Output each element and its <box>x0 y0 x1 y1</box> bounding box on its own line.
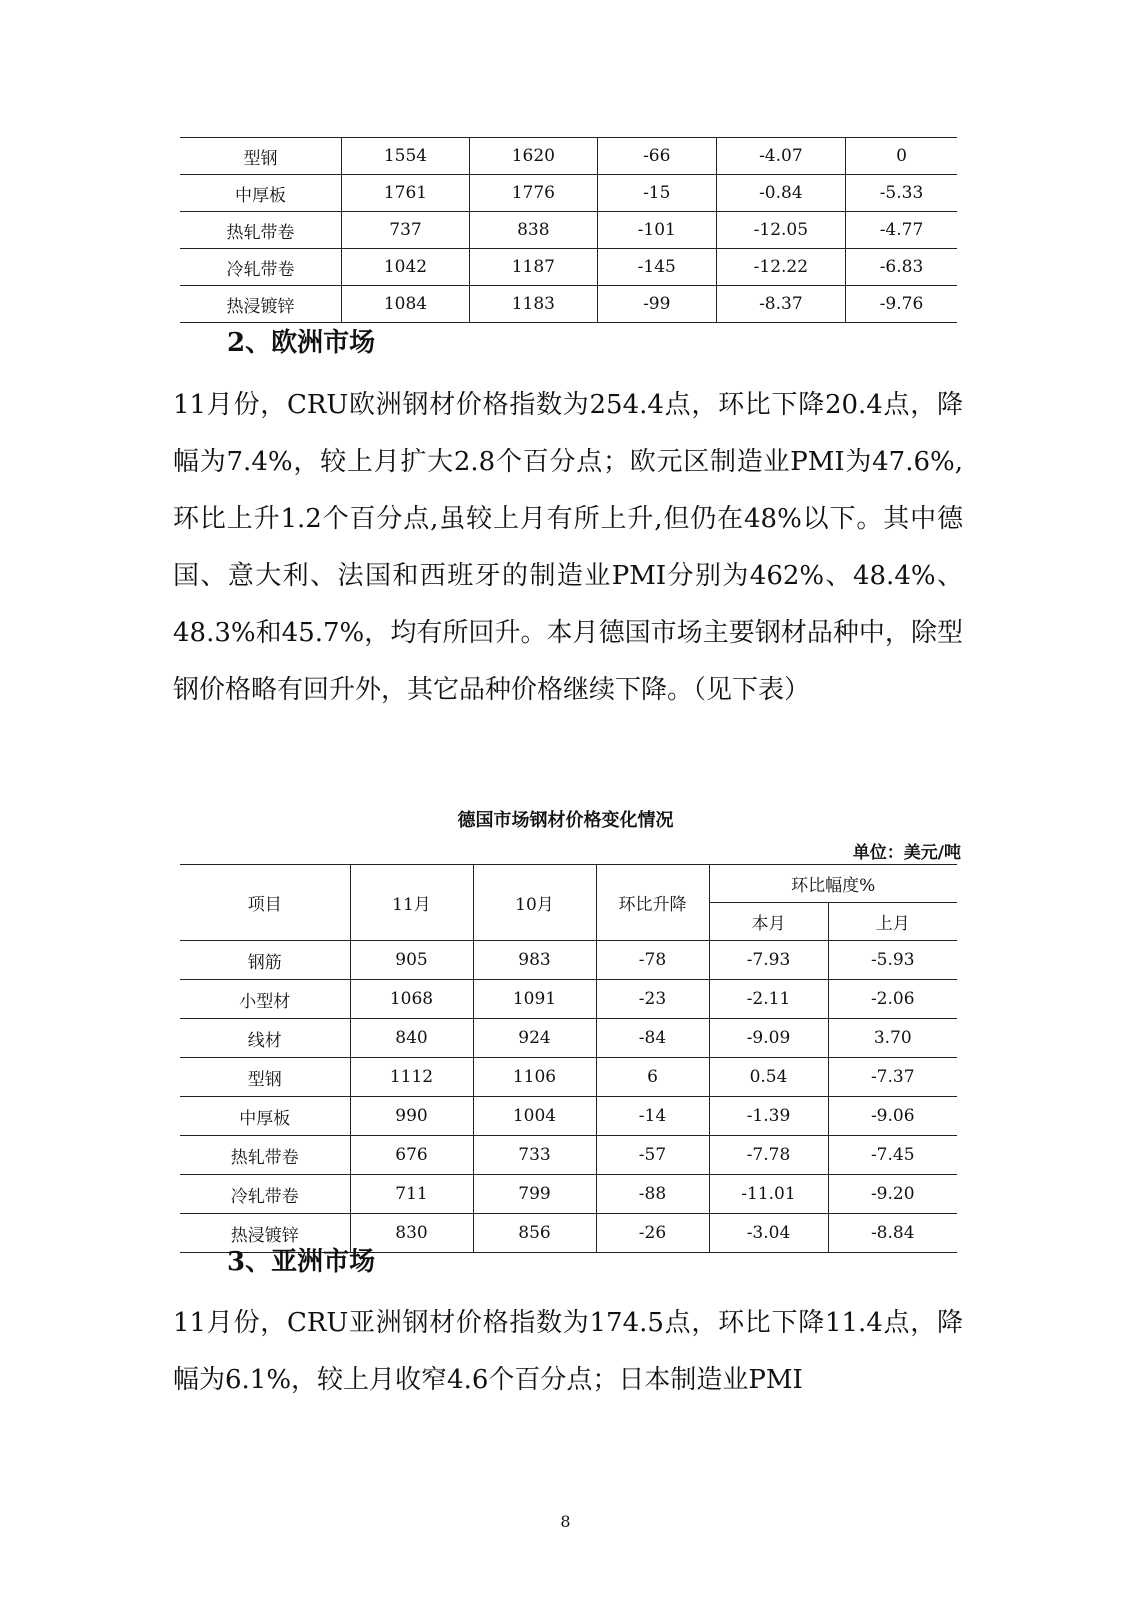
table-row <box>180 980 957 1019</box>
header-change: 环比升降 <box>596 865 709 941</box>
header-oct: 10月 <box>473 865 596 941</box>
header-pct: 环比幅度% <box>709 865 957 903</box>
table-cell: -9.06 <box>828 1097 957 1136</box>
table-cell: 856 <box>473 1214 596 1253</box>
table-cell: -14 <box>596 1097 709 1136</box>
germany-table-title: 德国市场钢材价格变化情况 <box>457 810 674 831</box>
table-cell: -7.93 <box>709 941 828 980</box>
table-cell: 0 <box>845 138 957 175</box>
table-cell: -23 <box>596 980 709 1019</box>
table-cell: -66 <box>597 138 716 175</box>
table-cell: 1091 <box>473 980 596 1019</box>
table-cell: -9.09 <box>709 1019 828 1058</box>
table-cell: -2.11 <box>709 980 828 1019</box>
header-nov: 11月 <box>350 865 473 941</box>
header-this-month: 本月 <box>709 903 828 941</box>
table-cell: 1042 <box>342 249 470 286</box>
table-row <box>180 286 957 323</box>
page-number: 8 <box>560 1512 571 1531</box>
table-cell: 1084 <box>342 286 470 323</box>
table-cell: 热浸镀锌 <box>180 286 342 323</box>
table-row <box>180 249 957 286</box>
table-cell: -8.37 <box>716 286 845 323</box>
table-row <box>180 1175 957 1214</box>
table-cell: 733 <box>473 1136 596 1175</box>
table-cell: -5.33 <box>845 175 957 212</box>
table-cell: 1620 <box>469 138 597 175</box>
table-cell: 1183 <box>469 286 597 323</box>
section-heading-asia: 3、亚洲市场 <box>227 1247 376 1277</box>
table-cell: 中厚板 <box>180 175 342 212</box>
us-price-table-continued <box>180 137 957 323</box>
header-last-month: 上月 <box>828 903 957 941</box>
table-cell: 热浸镀锌 <box>180 1214 350 1253</box>
table-cell: 676 <box>350 1136 473 1175</box>
table-cell: 924 <box>473 1019 596 1058</box>
table-cell: 小型材 <box>180 980 350 1019</box>
table-cell: 838 <box>469 212 597 249</box>
table-row <box>180 1058 957 1097</box>
germany-table-unit: 单位：美元/吨 <box>852 843 961 863</box>
table-cell: -12.22 <box>716 249 845 286</box>
table-cell: -26 <box>596 1214 709 1253</box>
table-cell: -57 <box>596 1136 709 1175</box>
table-row <box>180 138 957 175</box>
table-cell: 737 <box>342 212 470 249</box>
table-cell: -5.93 <box>828 941 957 980</box>
table-cell: 983 <box>473 941 596 980</box>
table-cell: 热轧带卷 <box>180 1136 350 1175</box>
table-cell: 905 <box>350 941 473 980</box>
table-cell: -7.37 <box>828 1058 957 1097</box>
table-row <box>180 1136 957 1175</box>
table-cell: 1187 <box>469 249 597 286</box>
table-cell: 钢筋 <box>180 941 350 980</box>
table-row <box>180 1097 957 1136</box>
table-cell: 中厚板 <box>180 1097 350 1136</box>
table-cell: -12.05 <box>716 212 845 249</box>
table-header-row <box>180 865 957 903</box>
table-cell: -7.78 <box>709 1136 828 1175</box>
table-cell: 冷轧带卷 <box>180 1175 350 1214</box>
table-cell: 1004 <box>473 1097 596 1136</box>
table-cell: 热轧带卷 <box>180 212 342 249</box>
table-row <box>180 941 957 980</box>
section-heading-europe: 2、欧洲市场 <box>227 328 376 358</box>
table-cell: -88 <box>596 1175 709 1214</box>
table-cell: 1068 <box>350 980 473 1019</box>
table-cell: 冷轧带卷 <box>180 249 342 286</box>
table-cell: 840 <box>350 1019 473 1058</box>
table-cell: 1112 <box>350 1058 473 1097</box>
table-cell: 1761 <box>342 175 470 212</box>
table-cell: -1.39 <box>709 1097 828 1136</box>
table-cell: -9.20 <box>828 1175 957 1214</box>
table-row <box>180 175 957 212</box>
table-cell: -3.04 <box>709 1214 828 1253</box>
table-cell: 1106 <box>473 1058 596 1097</box>
europe-paragraph: 11月份，CRU欧洲钢材价格指数为254.4点，环比下降20.4点，降幅为7.4%，较上月扩大2.8个百分点；欧元区制造业PMI为47.6%,环比上升1.2个百分点,虽较上月有所上升,但仍在48%以下。其中德国、意大利、法国和西班牙的制造业PMI分别为462%、48.4%、48.3%和45.7%，均有所回升。本月德国市场主要钢材品种中，除型钢价格略有回升外，其它品种价格继续下降。（见下表） <box>173 390 963 705</box>
table-cell: 3.70 <box>828 1019 957 1058</box>
table-cell: 0.54 <box>709 1058 828 1097</box>
table-row <box>180 212 957 249</box>
table-cell: -11.01 <box>709 1175 828 1214</box>
table-cell: -0.84 <box>716 175 845 212</box>
table-cell: -101 <box>597 212 716 249</box>
table-cell: -145 <box>597 249 716 286</box>
table-cell: 线材 <box>180 1019 350 1058</box>
table-cell: 6 <box>596 1058 709 1097</box>
table-cell: -4.07 <box>716 138 845 175</box>
table-cell: -84 <box>596 1019 709 1058</box>
table-cell: -15 <box>597 175 716 212</box>
table-cell: -4.77 <box>845 212 957 249</box>
asia-paragraph: 11月份，CRU亚洲钢材价格指数为174.5点，环比下降11.4点，降幅为6.1%，较上月收窄4.6个百分点；日本制造业PMI <box>173 1308 963 1395</box>
table-cell: -2.06 <box>828 980 957 1019</box>
table-cell: 711 <box>350 1175 473 1214</box>
table-cell: -7.45 <box>828 1136 957 1175</box>
table-cell: -6.83 <box>845 249 957 286</box>
table-cell: 型钢 <box>180 138 342 175</box>
table-cell: 型钢 <box>180 1058 350 1097</box>
table-cell: -99 <box>597 286 716 323</box>
table-row <box>180 1019 957 1058</box>
table-cell: 799 <box>473 1175 596 1214</box>
table-cell: -9.76 <box>845 286 957 323</box>
table-cell: 990 <box>350 1097 473 1136</box>
germany-price-table <box>180 864 957 1253</box>
table-cell: 830 <box>350 1214 473 1253</box>
table-cell: -8.84 <box>828 1214 957 1253</box>
table-cell: 1776 <box>469 175 597 212</box>
table-cell: -78 <box>596 941 709 980</box>
header-item: 项目 <box>180 865 350 941</box>
table-cell: 1554 <box>342 138 470 175</box>
